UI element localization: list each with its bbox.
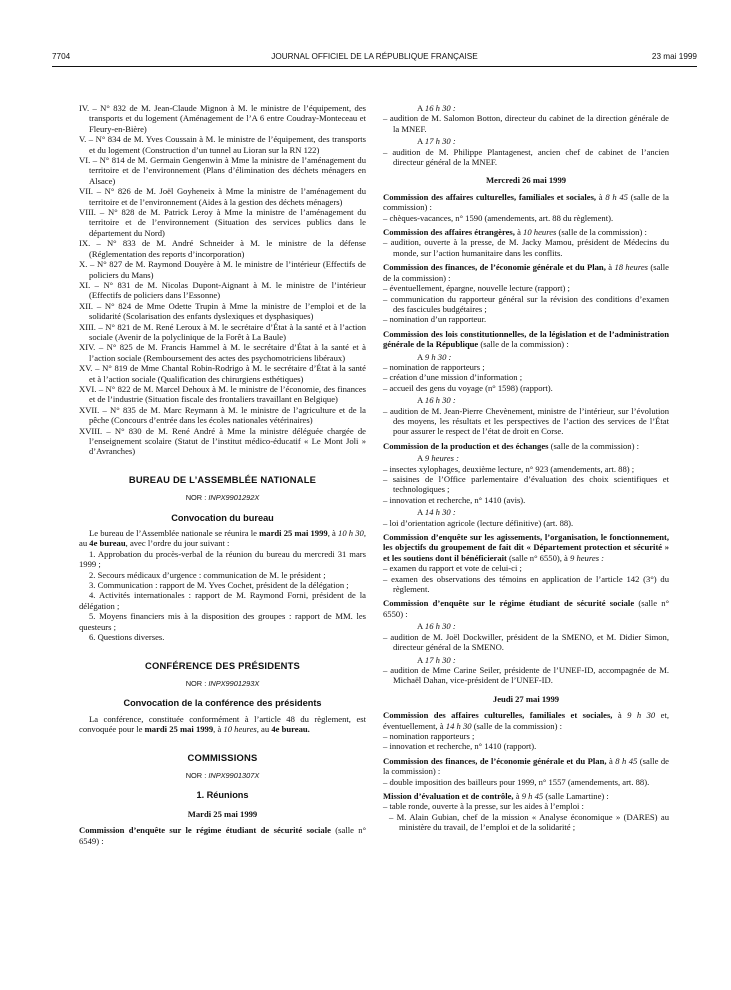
agenda-point: 4. Activités internationales : rapport de M. Raymond Forni, président de la délégation ; bbox=[79, 590, 366, 611]
time-slot: A 9 heures : bbox=[417, 453, 459, 464]
time-slot: A 17 h 30 : bbox=[417, 654, 456, 665]
question-item: XVII. – N° 835 de M. Marc Reymann à M. le ministre de l’agriculture et de la pêche (Concours d’entrée dans les écoles nationales vétérinaires) bbox=[79, 404, 366, 426]
time-slot: A 17 h 30 : bbox=[417, 136, 456, 147]
agenda-item: – loi d’orientation agricole (lecture définitive) (art. 88). bbox=[383, 517, 574, 528]
question-item: XIII. – N° 821 de M. René Leroux à M. le secrétaire d’État à la santé et à l’action sociale (Avenir de la polyclinique de la Forêt à La Baule) bbox=[79, 321, 366, 342]
commission-entry: Commission des lois constitutionnelles, de la législation et de l’administration générale de la République (salle de la commission) : bbox=[383, 328, 669, 350]
commission-entry: Commission d’enquête sur les agissements, l’organisation, le fonctionnement, les objectifs du groupement de fait dit « Département protection et sécurité » et les soutiens dont il bénéficierait (salle n° 6550), à 9 heures : bbox=[383, 532, 669, 563]
conference-nor: NOR : INPX9901293X bbox=[185, 678, 260, 688]
agenda-item: – chèques-vacances, n° 1590 (amendements, art. 88 du règlement). bbox=[383, 212, 614, 223]
bureau-nor: NOR : INPX9901292X bbox=[185, 493, 260, 503]
agenda-point: 5. Moyens financiers mis à la disposition des groupes : rapport de MM. les questeurs ; bbox=[79, 611, 366, 632]
commission-entry: Commission des affaires culturelles, familiales et sociales, à 8 h 45 (salle de la commission) : bbox=[383, 191, 669, 213]
conference-text: La conférence, constituée conformément à l’article 48 du règlement, est convoquée pour le mardi 25 mai 1999, à 10 heures, au 4e bureau. bbox=[79, 713, 366, 735]
commission-entry: Commission des affaires culturelles, familiales et sociales, à 9 h 30 et, éventuellement, à 14 h 30 (salle de la commission) : bbox=[383, 710, 669, 731]
agenda-item: – audition de M. Jean-Pierre Chevènement, ministre de l’intérieur, sur l’évolution des moyens, les résultats et les perspectives de l’action des services de l’État pour assurer le respect de l’état de droit en Corse. bbox=[383, 405, 669, 437]
left-column bbox=[79, 103, 366, 846]
agenda-item: – audition de Mme Carine Seiler, présidente de l’UNEF-ID, accompagnée de M. Michaël Dahan, vice-président de l’UNEF-ID. bbox=[383, 664, 669, 686]
journal-title: JOURNAL OFFICIEL DE LA RÉPUBLIQUE FRANÇAISE bbox=[271, 52, 478, 61]
agenda-item: – insectes xylophages, deuxième lecture, n° 923 (amendements, art. 88) ; bbox=[383, 463, 635, 474]
question-item: IX. – N° 833 de M. André Schneider à M. le ministre de la défense (Réglementation des reports d’incorporation) bbox=[79, 238, 366, 259]
agenda-item: – nomination de rapporteurs ; bbox=[383, 361, 485, 372]
issue-date: 23 mai 1999 bbox=[651, 52, 697, 61]
day-heading: Mercredi 26 mai 1999 bbox=[485, 175, 567, 186]
agenda-item: – examen des observations des témoins en application de l’article 142 (3°) du règlement. bbox=[383, 573, 669, 595]
bureau-subtitle: Convocation du bureau bbox=[171, 512, 274, 523]
question-item: XIV. – N° 825 de M. Francis Hammel à M. le secrétaire d’État à la santé et à l’action sociale (Remboursement des actes des psychomotriciens libéraux) bbox=[79, 342, 366, 363]
commission-entry: Commission d’enquête sur le régime étudiant de sécurité sociale (salle n° 6550) : bbox=[383, 598, 670, 619]
question-item: VIII. – N° 828 de M. Patrick Leroy à Mme la ministre de l’aménagement du territoire et de l’environnement (Situation des services publics dans le département du Nord) bbox=[79, 207, 366, 238]
time-slot: A 16 h 30 : bbox=[417, 395, 456, 406]
right-column bbox=[383, 103, 669, 833]
agenda-subitem: – M. Alain Gubian, chef de la mission « Analyse économique » (DARES) au ministère du travail, de l’emploi et de la solidarité ; bbox=[389, 811, 669, 833]
time-slot: A 9 h 30 : bbox=[417, 351, 452, 362]
agenda-item: – création d’une mission d’information ; bbox=[383, 372, 523, 383]
agenda-item: – audition de M. Philippe Plantagenest, ancien chef de cabinet de l’ancien directeur général de la MNEF. bbox=[383, 146, 669, 168]
question-item: XV. – N° 819 de Mme Chantal Robin-Rodrigo à M. le secrétaire d’État à la santé et à l’action sociale (Qualification des chirurgiens esthétiques) bbox=[79, 363, 366, 384]
agenda-item: – communication du rapporteur général sur la révision des conditions d’examen des fascicules budgétaires ; bbox=[383, 293, 669, 314]
question-list bbox=[79, 103, 366, 457]
agenda-item: – audition de M. Salomon Botton, directeur du cabinet de la direction générale de la MNEF. bbox=[383, 113, 669, 134]
day-heading: Jeudi 27 mai 1999 bbox=[492, 693, 560, 704]
agenda-item: – innovation et recherche, n° 1410 (rapport). bbox=[383, 741, 537, 752]
agenda-item: – audition de M. Joël Dockwiller, président de la SMENO, et M. Didier Simon, directeur général de la SMENO. bbox=[383, 631, 669, 653]
question-item: X. – N° 827 de M. Raymond Douyère à M. le ministre de l’intérieur (Effectifs de policiers du Mans) bbox=[79, 259, 366, 280]
agenda-point: 6. Questions diverses. bbox=[89, 632, 165, 643]
time-slot: A 16 h 30 : bbox=[417, 621, 456, 632]
question-item: IV. – N° 832 de M. Jean-Claude Mignon à M. le ministre de l’équipement, des transports et du logement (Aménagement de l’A 6 entre Coudray-Monteceau et Fleury-en-Bière) bbox=[79, 103, 366, 134]
day-heading: Mardi 25 mai 1999 bbox=[187, 808, 258, 819]
agenda-point: 2. Secours médicaux d’urgence : communication de M. le président ; bbox=[89, 569, 326, 580]
conference-heading: CONFÉRENCE DES PRÉSIDENTS bbox=[144, 659, 301, 671]
commission-entry: Commission de la production et des échanges (salle de la commission) : bbox=[383, 440, 639, 451]
agenda-item: – innovation et recherche, n° 1410 (avis). bbox=[383, 494, 526, 505]
question-item: VI. – N° 814 de M. Germain Gengenwin à Mme la ministre de l’aménagement du territoire et de l’environnement (Plans d’élimination des déchets ménagers en Alsace) bbox=[79, 155, 366, 186]
commission-entry: Commission d’enquête sur le régime étudiant de sécurité sociale (salle n° 6549) : bbox=[79, 825, 367, 846]
time-slot: A 16 h 30 : bbox=[417, 103, 456, 113]
question-item: XVI. – N° 822 de M. Marcel Dehoux à M. le ministre de l’économie, des finances et de l’industrie (Situation fiscale des frontaliers travaillant en Belgique) bbox=[79, 383, 366, 405]
commissions-subtitle: 1. Réunions bbox=[196, 790, 249, 801]
question-item: XI. – N° 831 de M. Nicolas Dupont-Aignant à M. le ministre de l’intérieur (Effectifs de policiers dans l’Essonne) bbox=[79, 279, 366, 301]
commissions-nor: NOR : INPX9901307X bbox=[185, 770, 260, 780]
question-item: XVIII. – N° 830 de M. René André à Mme la ministre déléguée chargée de l’enseignement scolaire (Statut de l’institut médico-éducatif « Le Mont Joli » d’Avranches) bbox=[79, 425, 366, 457]
agenda-point: 1. Approbation du procès-verbal de la réunion du bureau du mercredi 31 mars 1999 ; bbox=[79, 548, 366, 570]
commissions-heading: COMMISSIONS bbox=[187, 751, 258, 763]
commission-entry: Commission des finances, de l’économie générale et du Plan, à 8 h 45 (salle de la commission) : bbox=[383, 755, 669, 777]
agenda-item: – accueil des gens du voyage (n° 1598) (rapport). bbox=[383, 382, 553, 393]
question-item: V. – N° 834 de M. Yves Coussain à M. le ministre de l’équipement, des transports et du logement (Construction d’un tunnel au Lioran sur la RN 122) bbox=[79, 134, 366, 155]
agenda-item: – nomination rapporteurs ; bbox=[383, 730, 475, 741]
bureau-intro: Le bureau de l’Assemblée nationale se réunira le mardi 25 mai 1999, à 10 h 30, au 4e bureau, avec l’ordre du jour suivant : bbox=[79, 528, 367, 549]
agenda-item: – saisines de l’Office parlementaire d’évaluation des choix scientifiques et technologiques ; bbox=[383, 474, 669, 495]
agenda-item: – éventuellement, épargne, nouvelle lecture (rapport) ; bbox=[383, 283, 570, 294]
agenda-point: 3. Communication : rapport de M. Yves Cochet, président de la délégation ; bbox=[89, 580, 349, 591]
agenda-item: – examen du rapport et vote de celui-ci ; bbox=[383, 563, 522, 574]
time-slot: A 14 h 30 : bbox=[417, 507, 456, 518]
agenda-item: – table ronde, ouverte à la presse, sur les aides à l’emploi : bbox=[383, 801, 584, 812]
agenda-item: – nomination d’un rapporteur. bbox=[383, 314, 487, 325]
commission-entry: Commission des finances, de l’économie générale et du Plan, à 18 heures (salle de la commission) : bbox=[383, 262, 669, 283]
conference-subtitle: Convocation de la conférence des présidents bbox=[123, 698, 322, 709]
commission-entry: Commission des affaires étrangères, à 10 heures (salle de la commission) : bbox=[383, 227, 647, 238]
agenda-item: – double imposition des bailleurs pour 1999, n° 1557 (amendements, art. 88). bbox=[383, 776, 650, 787]
agenda-item: – audition, ouverte à la presse, de M. Jacky Mamou, président de Médecins du monde, sur l’action humanitaire dans les conflits. bbox=[383, 237, 669, 258]
page-header bbox=[52, 52, 697, 66]
question-item: XII. – N° 824 de Mme Odette Trupin à Mme la ministre de l’emploi et de la solidarité (Scolarisation des enfants dyslexiques et dysphasiques) bbox=[79, 300, 366, 322]
bureau-heading: BUREAU DE L’ASSEMBLÉE NATIONALE bbox=[128, 473, 317, 485]
page-number: 7704 bbox=[52, 52, 71, 61]
question-item: VII. – N° 826 de M. Joël Goyheneix à Mme la ministre de l’aménagement du territoire et de l’environnement (Aides à la gestion des déchets ménagers) bbox=[79, 186, 366, 207]
commission-entry: Mission d’évaluation et de contrôle, à 9 h 45 (salle Lamartine) : bbox=[383, 790, 609, 801]
header-rule bbox=[52, 66, 697, 67]
